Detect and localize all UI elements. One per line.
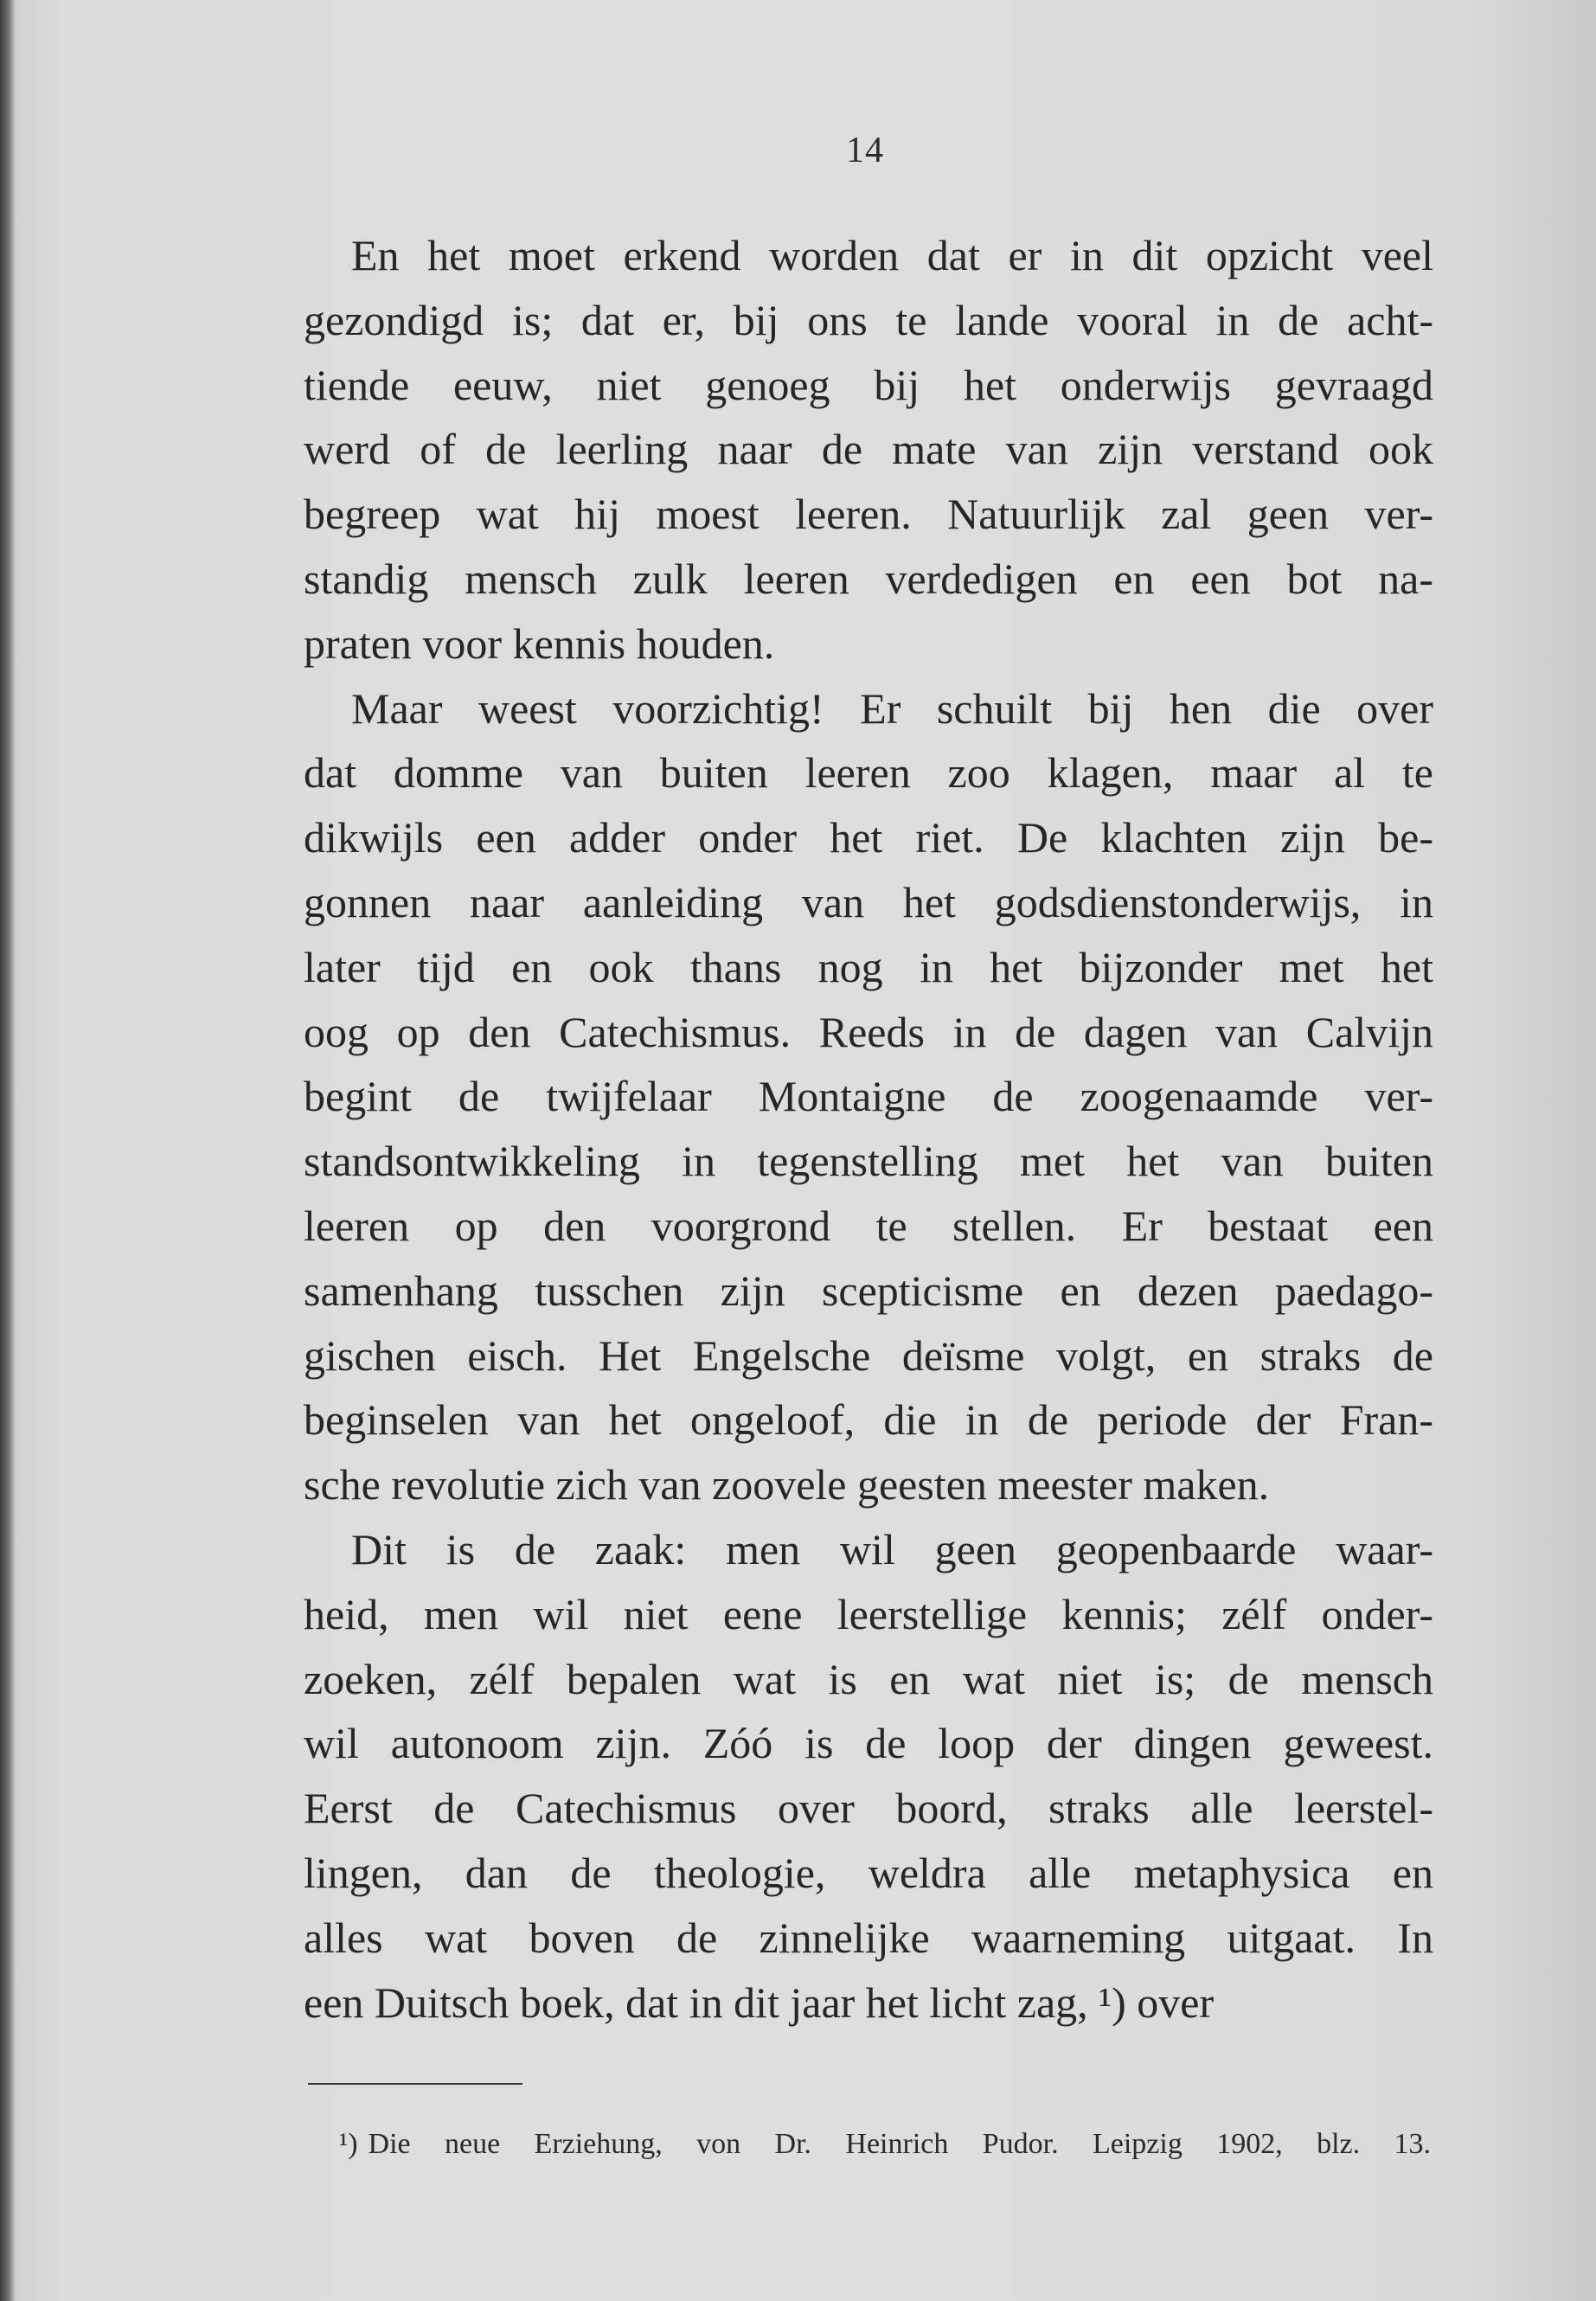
- footnote-marker: ¹): [339, 2128, 358, 2160]
- text-line: werd of de leerling naar de mate van zijn verstand ook: [304, 425, 1433, 474]
- text-line: Dit is de zaak: men wil geen geopenbaarde waar-: [351, 1524, 1433, 1574]
- text-line: oog op den Catechismus. Reeds in de dagen van Calvijn: [304, 1007, 1433, 1056]
- text-line: samenhang tusschen zijn scepticisme en dezen paedago-: [304, 1266, 1433, 1315]
- text-line: Maar weest voorzichtig! Er schuilt bij hen die over: [351, 683, 1433, 733]
- text-line: standsontwikkeling in tegenstelling met het van buiten: [304, 1137, 1433, 1186]
- text-line: begint de twijfelaar Montaigne de zoogenaamde ver-: [304, 1072, 1433, 1121]
- text-line: later tijd en ook thans nog in het bijzonder met het: [304, 942, 1433, 991]
- text-line: standig mensch zulk leeren verdedigen en een bot na-: [304, 554, 1433, 603]
- page-number: 14: [846, 131, 884, 170]
- text-line: begreep wat hij moest leeren. Natuurlijk zal geen ver-: [304, 490, 1433, 539]
- text-line: lingen, dan de theologie, weldra alle metaphysica en: [304, 1848, 1433, 1897]
- text-line: heid, men wil niet eene leerstellige kennis; zélf onder-: [304, 1589, 1433, 1638]
- paragraph: [304, 223, 1433, 676]
- text-line: leeren op den voorgrond te stellen. Er bestaat een: [304, 1201, 1433, 1250]
- text-line: gischen eisch. Het Engelsche deïsme volgt, en straks de: [304, 1330, 1433, 1380]
- text-line: gonnen naar aanleiding van het godsdienstonderwijs, in: [304, 877, 1433, 926]
- text-line: dat domme van buiten leeren zoo klagen, maar al te: [304, 748, 1433, 798]
- text-line: praten voor kennis houden.: [304, 619, 775, 668]
- footnote-text: Die neue Erziehung, von Dr. Heinrich Pudor. Leipzig 1902, blz. 13.: [368, 2128, 1431, 2160]
- footnote-divider: [308, 2083, 522, 2085]
- text-line: een Duitsch boek, dat in dit jaar het licht zag, ¹) over: [304, 1977, 1215, 2027]
- footnote: [339, 2128, 1431, 2161]
- text-line: gezondigd is; dat er, bij ons te lande vooral in de acht-: [304, 295, 1433, 344]
- text-line: alles wat boven de zinnelijke waarneming uitgaat. In: [304, 1913, 1433, 1962]
- text-line: En het moet erkend worden dat er in dit opzicht veel: [351, 231, 1433, 279]
- text-line: Eerst de Catechismus over boord, straks alle leerstel-: [304, 1784, 1433, 1833]
- paragraph: [304, 1517, 1433, 2035]
- page-binding-edge: [0, 0, 16, 2301]
- text-line: tiende eeuw, niet genoeg bij het onderwijs gevraagd: [304, 360, 1433, 409]
- text-line: sche revolutie zich van zoovele geesten meester maken.: [304, 1460, 1270, 1509]
- paragraph: [304, 676, 1433, 1517]
- text-line: zoeken, zélf bepalen wat is en wat niet is; de mensch: [304, 1654, 1433, 1703]
- body-text: [304, 223, 1433, 2035]
- text-line: dikwijls een adder onder het riet. De klachten zijn be-: [304, 813, 1433, 862]
- text-line: beginselen van het ongeloof, die in de periode der Fran-: [304, 1395, 1433, 1445]
- text-line: wil autonoom zijn. Zóó is de loop der dingen geweest.: [304, 1719, 1433, 1768]
